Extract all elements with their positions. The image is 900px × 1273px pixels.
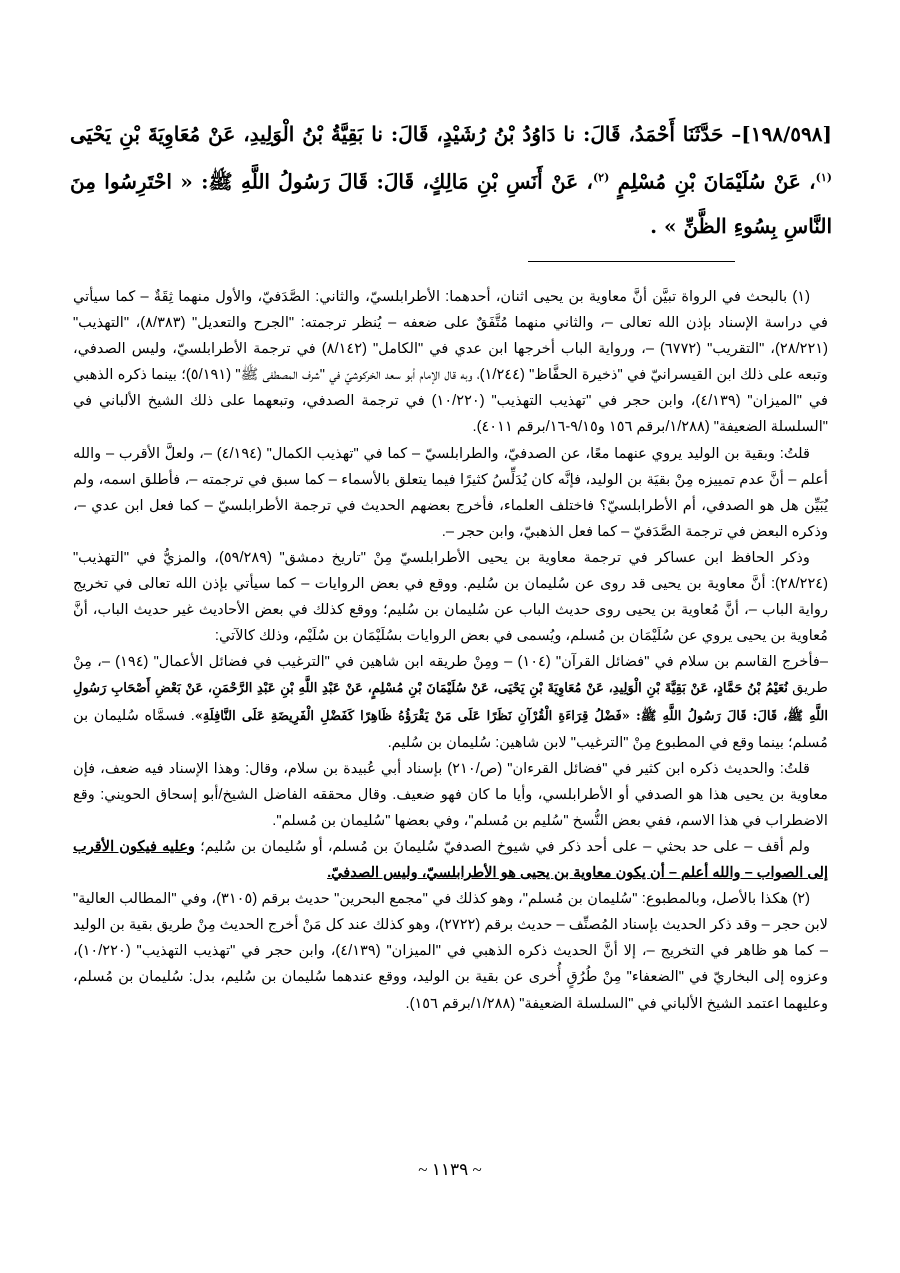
footnote-2: (٢) هكذا بالأصل، وبالمطبوع: "سُليمان بن مُسلم"، وهو كذلك في "مجمع البحرين" حديث برقم (٣١٠٥)، وفي "المطالب العالية" لابن حجر – وقد ذكر الحديث بإسناد المُصنِّف – حديث برقم (٢٧٢٢)، وهو كذلك عند كل مَنْ أخرج الحديث مِنْ طريق بقية بن الوليد – كما هو ظاهر في التخريج –، إلا أنَّ الحديث ذكره الذهبي في "الميزان" (٤/١٣٩)، وابن حجر في "تهذيب التهذيب" (١٠/٢٢٠)، وعزوه إلى البخاريّ في "الضعفاء" مِنْ طُرُقٍ أُخرى عن بقية بن الوليد، ووقع عندهما سُليمان بن سُليم، بدل: سُليمان بن مُسلم، وعليهما اعتمد الشيخ الألباني في "السلسلة الضعيفة" (١/٢٨٨/برقم ١٥٦). <box>73 891 828 1012</box>
conclusion-underlined: وعليه فيكون الأقرب إلى الصواب – والله أعلم – أن يكون معاوية بن يحيى هو الأطرابلسيّ، وليس الصدفيّ. <box>73 838 828 882</box>
page-number: ~ ١١٣٩ ~ <box>418 1160 482 1179</box>
footnote-1: (١) بالبحث في الرواة تبيَّن أنَّ معاوية بن يحيى اثنان، أحدهما: الأطرابلسيّ، والثاني: الصَّدَفيّ، والأول منهما ثِقَةٌ – كما سيأتي في دراسة الإسناد بإذن الله تعالى –، والثاني منهما مُتَّفَقٌ على ضعفه – يُنظر ترجمته: "الجرح والتعديل" (٨/٣٨٣)، "التهذيب" (٢٨/٢٢١)، "التقريب" (٦٧٧٢) –، ورواية الباب أخرجها ابن عدي في "الكامل" (٨/١٤٢) في ترجمة الأطرابلسيّ، وليس الصدفي، وتبعه على ذلك ابن القيسرانيّ في "ذخيرة الحفَّاظ" (١/٢٤٤)، وبه قال الإمام أبو سعد الخركوشيّ في "شرف المصطفى ﷺ" (٥/١٩١)؛ بينما ذكره الذهبي في "الميزان" (٤/١٣٩)، وابن حجر في "تهذيب التهذيب" (١٠/٢٢٠) في ترجمة الصدفي، وتبعهما على ذلك الشيخ الألباني في "السلسلة الضعيفة" (١/٢٨٨/برقم ١٥٦ و٩/١٥-١٦/برقم ٤٠١١). <box>73 289 828 436</box>
hadith-number: [١٩٨/٥٩٨] <box>741 122 832 146</box>
quoted-isnad: نُعَيْمُ بْنُ حَمَّادٍ، عَنْ بَقِيَّةَ بْنِ الْوَلِيدِ، عَنْ مُعَاوِيَةَ بْنِ يَحْيَى، عَنْ سُلَيْمَانَ بْنِ مُسْلِمٍ، عَنْ عَبْدِ اللَّهِ بْنِ عَبْدِ الرَّحْمَنِ، عَنْ بَعْضِ أَصْحَابِ رَسُولِ اللَّهِ ﷺ، قَالَ: قَالَ رَسُولُ اللَّهِ ﷺ: «فَضْلُ قِرَاءَةِ الْقُرْآنِ نَظَرًا عَلَى مَنْ يَقْرَؤُهُ ظَاهِرًا كَفَضْلِ الْفَرِيضَةِ عَلَى النَّافِلَةِ» <box>73 681 828 724</box>
footnote-paragraph: وذكر الحافظ ابن عساكر في ترجمة معاوية بن يحيى الأطرابلسيّ مِنْ "تاريخ دمشق" (٥٩/٢٨٩)، والمزيُّ في "التهذيب" (٢٨/٢٢٤): أنَّ معاوية بن يحيى قد روى عن سُليمان بن سُليم. ووقع في بعض الروايات – كما سيأتي بإذن الله تعالى في تخريج رواية الباب –، أنَّ مُعاوية بن يحيى روى حديث الباب عن سُليمان بن سُليم؛ ووقع كذلك في بعض الأحاديث غير حديث الباب، أنَّ مُعاوية بن يحيى يروي عن سُلَيْمَان بن مُسلم، ويُسمى في بعض الروايات بسُلَيْمَان بن سُلَيْم، وذلك كالآتي: <box>73 549 828 645</box>
footnote-ref-1[interactable]: (١) <box>815 171 832 184</box>
footnotes <box>73 284 828 1017</box>
footnote-paragraph: ولم أقف – على حد بحثي – على أحد ذكر في شيوخ الصدفيّ سُليمانَ بن مُسلم، أو سُليمان بن سُليم؛ وعليه فيكون الأقرب إلى الصواب – والله أعلم – أن يكون معاوية بن يحيى هو الأطرابلسيّ، وليس الصدفيّ. <box>73 838 828 882</box>
hadith-text: [١٩٨/٥٩٨]– حَدَّثَنَا أَحْمَدُ، قَالَ: نا دَاوُدُ بْنُ رُشَيْدٍ، قَالَ: نا بَقِيَّةُ بْنُ الْوَلِيدِ، عَنْ مُعَاوِيَةَ بْنِ يَحْيَى $^{(١)}$، عَنْ سُلَيْمَانَ بْنِ مُسْلِمٍ $^{(٢)}$، عَنْ أَنَسِ بْنِ مَالِكٍ، قَالَ: قَالَ رَسُولُ اللَّهِ ﷺ: « احْتَرِسُوا مِنَ النَّاسِ بِسُوءِ الظَّنِّ » . <box>70 122 832 238</box>
footnote-ref-2[interactable]: (٢) <box>592 171 610 184</box>
footnote-separator <box>528 261 735 262</box>
footnote-paragraph: –فأخرج القاسم بن سلام في "فضائل القرآن" (١٠٤) – ومِنْ طريقه ابن شاهين في "الترغيب في فضائل الأعمال" (١٩٤) –، مِنْ طريق نُعَيْمُ بْنُ حَمَّادٍ، عَنْ بَقِيَّةَ بْنِ الْوَلِيدِ، عَنْ مُعَاوِيَةَ بْنِ يَحْيَى، عَنْ سُلَيْمَانَ بْنِ مُسْلِمٍ، عَنْ عَبْدِ اللَّهِ بْنِ عَبْدِ الرَّحْمَنِ، عَنْ بَعْضِ أَصْحَابِ رَسُولِ اللَّهِ ﷺ، قَالَ: قَالَ رَسُولُ اللَّهِ ﷺ: «فَضْلُ قِرَاءَةِ الْقُرْآنِ نَظَرًا عَلَى مَنْ يَقْرَؤُهُ ظَاهِرًا كَفَضْلِ الْفَرِيضَةِ عَلَى النَّافِلَةِ». فسمَّاه سُليمان بن مُسلم؛ بينما وقع في المطبوع مِنْ "الترغيب" لابن شاهين: سُليمان بن سُليم. <box>73 654 828 751</box>
footnote-paragraph: قلتُ: والحديث ذكره ابن كثير في "فضائل القرءان" (ص/٢١٠) بإسناد أبي عُبيدة بن سلام، وقال: وهذا الإسناد فيه ضعف، فإن معاوية بن يحيى هذا هو الصدفي أو الأطرابلسي، وأيا ما كان فهو ضعيف. وقال محققه الفاضل الشيخ/أبو إسحاق الحويني: وقع الاضطراب في هذا الاسم، ففي بعض النُّسخ "سُليم بن مُسلم"، وفي بعضها "سُليمان بن مُسلم". <box>73 760 828 829</box>
footnote-paragraph: قلتُ: وبقية بن الوليد يروي عنهما معًا، عن الصدفيّ، والطرابلسيّ – كما في "تهذيب الكمال" (٤/١٩٤) –، ولعلَّ الأقرب – والله أعلم – أنَّ عدم تمييزه مِنْ بقيَة بن الوليد، فإنَّه كان يُدَلِّسُ كثيرًا فيما يتعلق بالأسماء – كما سبق في ترجمته –، فأطلق اسمه، ولم يُبَيِّن هل هو الصدفي، أم الأطرابلسيّ؟ فاختلف العلماء، فأخرج بعضهم الحديث في ترجمة الأطرابلسيّ – كما فعل ابن عدي –، وذكره البعض في ترجمة الصَّدَفيّ – كما فعل الذهبيّ، وابن حجر –. <box>73 445 828 540</box>
